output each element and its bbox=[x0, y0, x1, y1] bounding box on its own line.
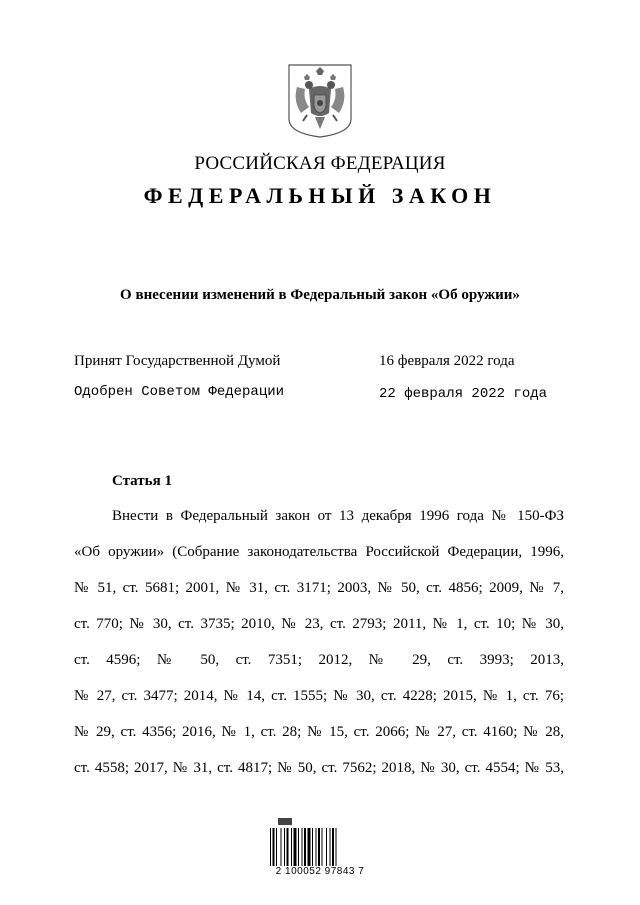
law-title: О внесении изменений в Федеральный закон «Об оружии» bbox=[120, 287, 520, 303]
law-type-heading: ФЕДЕРАЛЬНЫЙ ЗАКОН bbox=[143, 183, 497, 208]
article-line: ст. 4596; № 50, ст. 7351; 2012, № 29, ст. 3993; 2013, bbox=[74, 652, 564, 668]
approved-by-label: Одобрен Советом Федерации bbox=[74, 384, 285, 400]
adopted-by-label: Принят Государственной Думой bbox=[74, 353, 281, 369]
barcode-number: 2 100052 97843 7 bbox=[275, 866, 365, 877]
article-line: «Об оружии» (Собрание законодательства Российской Федерации, 1996, bbox=[74, 544, 564, 560]
approved-date: 22 февраля 2022 года bbox=[379, 386, 548, 402]
article-body bbox=[74, 498, 564, 786]
barcode bbox=[268, 816, 372, 866]
article-line: Внести в Федеральный закон от 13 декабря 1996 года № 150-ФЗ bbox=[112, 508, 564, 524]
adopted-date: 16 февраля 2022 года bbox=[379, 353, 515, 369]
country-name: РОССИЙСКАЯ ФЕДЕРАЦИЯ bbox=[194, 153, 446, 174]
coat-of-arms-emblem bbox=[287, 63, 353, 139]
article-line: № 51, ст. 5681; 2001, № 31, ст. 3171; 2003, № 50, ст. 4856; 2009, № 7, bbox=[74, 580, 564, 596]
article-line: ст. 770; № 30, ст. 3735; 2010, № 23, ст. 2793; 2011, № 1, ст. 10; № 30, bbox=[74, 616, 564, 632]
article-line: № 27, ст. 3477; 2014, № 14, ст. 1555; № 30, ст. 4228; 2015, № 1, ст. 76; bbox=[74, 688, 564, 704]
article-heading: Статья 1 bbox=[112, 473, 172, 489]
article-line: № 29, ст. 4356; 2016, № 1, ст. 28; № 15, ст. 2066; № 27, ст. 4160; № 28, bbox=[74, 724, 564, 740]
article-line: ст. 4558; 2017, № 31, ст. 4817; № 50, ст. 7562; 2018, № 30, ст. 4554; № 53, bbox=[74, 760, 564, 776]
